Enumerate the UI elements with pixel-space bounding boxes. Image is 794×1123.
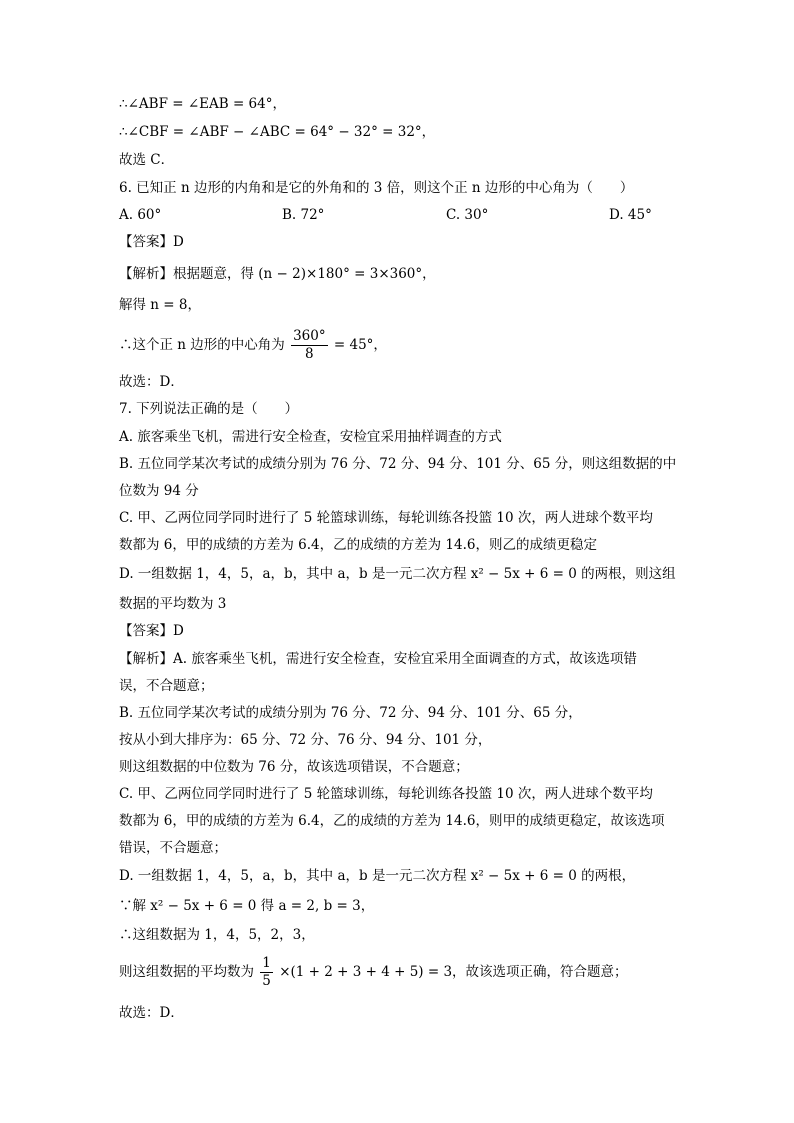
explanation-line: B. 五位同学某次考试的成绩分别为 76 分、72 分、94 分、101 分、65 分， — [119, 705, 582, 721]
explanation-line: ∵解 x² − 5x + 6 = 0 得 a = 2, b = 3， — [119, 898, 375, 914]
fraction-numerator: 360° — [293, 328, 326, 344]
option-a: A. 60° — [119, 207, 162, 223]
explanation-line: 【解析】根据题意，得 (n − 2)×180° = 3×360°， — [119, 266, 436, 282]
explanation-line: 按从小到大排序为：65 分、72 分、76 分、94 分、101 分， — [119, 732, 492, 748]
explanation-line: 【解析】A. 旅客乘坐飞机，需进行安全检查，安检宜采用全面调查的方式，故该选项错 — [119, 651, 637, 667]
option-d-cont: 数据的平均数为 3 — [119, 596, 227, 612]
option-b: B. 72° — [282, 207, 325, 223]
question-7: 7. 下列说法正确的是（ ） — [119, 401, 299, 417]
option-d: D. 45° — [609, 207, 652, 223]
text-line: 故选：D． — [119, 374, 184, 390]
explanation-line: 数都为 6，甲的成绩的方差为 6.4，乙的成绩的方差为 14.6，则甲的成绩更稳定，故该选项 — [119, 813, 665, 829]
option-a: A. 旅客乘坐飞机，需进行安全检查，安检宜采用抽样调查的方式 — [119, 429, 502, 445]
explanation-line: ∴这组数据为 1，4，5，2，3， — [119, 927, 315, 943]
option-b-cont: 位数为 94 分 — [119, 483, 199, 499]
text-segment: 则这组数据的平均数为 — [119, 964, 254, 980]
fraction-denominator: 5 — [262, 973, 271, 989]
answer-line: 【答案】D — [119, 234, 184, 250]
text-segment: ∴这个正 n 边形的中心角为 — [119, 337, 285, 353]
option-d: D. 一组数据 1，4，5，a，b，其中 a，b 是一元二次方程 x² − 5x + 6 = 0 的两根，则这组 — [119, 566, 676, 582]
question-6: 6. 已知正 n 边形的内角和是它的外角和的 3 倍，则这个正 n 边形的中心角为（ ） — [119, 180, 634, 196]
option-c: C. 甲、乙两位同学同时进行了 5 轮篮球训练，每轮训练各投篮 10 次，两人进球个数平均 — [119, 510, 653, 526]
option-b: B. 五位同学某次考试的成绩分别为 76 分、72 分、94 分、101 分、65 分，则这组数据的中 — [119, 456, 677, 472]
explanation-line — [119, 953, 628, 991]
answer-line: 【答案】D — [119, 623, 184, 639]
explanation-line: 错误，不合题意； — [119, 840, 227, 856]
text-line: ∴∠CBF = ∠ABF − ∠ABC = 64° − 32° = 32°， — [119, 124, 436, 140]
fraction-denominator: 8 — [305, 346, 314, 362]
explanation-line: 误，不合题意； — [119, 678, 214, 694]
text-line: ∴∠ABF = ∠EAB = 64°， — [119, 96, 286, 112]
explanation-line — [119, 326, 387, 364]
fraction — [291, 328, 328, 363]
explanation-line: 则这组数据的中位数为 76 分，故该选项错误，不合题意； — [119, 759, 469, 775]
fraction — [260, 955, 273, 990]
explanation-line: C. 甲、乙两位同学同时进行了 5 轮篮球训练，每轮训练各投篮 10 次，两人进球个数平均 — [119, 786, 653, 802]
explanation-line: 解得 n = 8， — [119, 297, 201, 313]
text-segment: ×(1 + 2 + 3 + 4 + 5) = 3，故该选项正确，符合题意； — [279, 964, 628, 980]
text-segment: = 45°， — [333, 337, 387, 353]
text-line: 故选 C． — [119, 152, 175, 168]
option-c: C. 30° — [446, 207, 489, 223]
text-line: 故选：D． — [119, 1005, 184, 1021]
explanation-line: D. 一组数据 1，4，5，a，b，其中 a，b 是一元二次方程 x² − 5x + 6 = 0 的两根， — [119, 868, 636, 884]
option-c-cont: 数都为 6，甲的成绩的方差为 6.4，乙的成绩的方差为 14.6，则乙的成绩更稳定 — [119, 537, 597, 553]
fraction-numerator: 1 — [262, 955, 271, 971]
